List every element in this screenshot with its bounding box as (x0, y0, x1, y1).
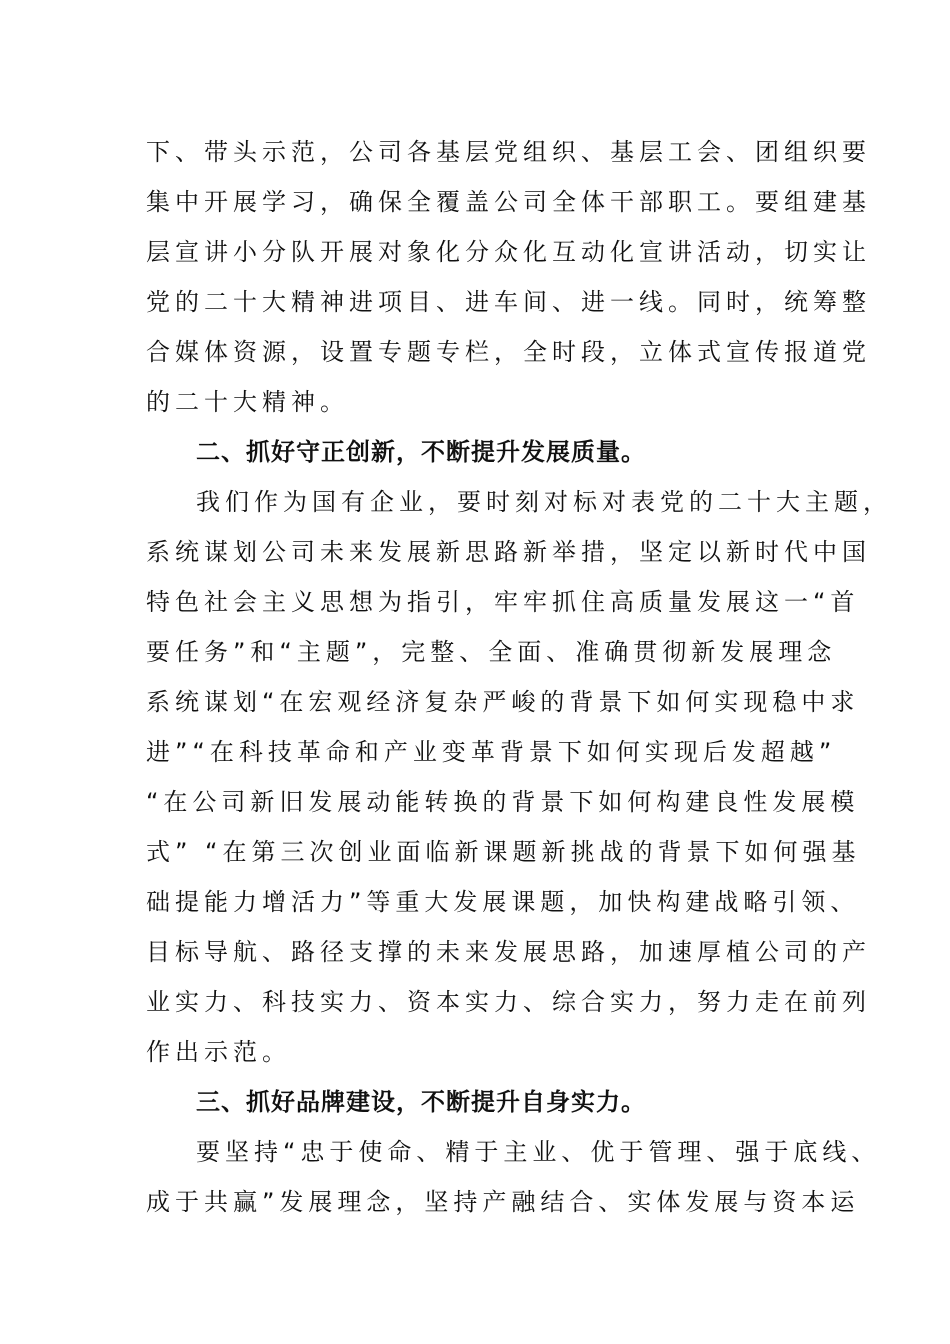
body-text-line: 础提能力增活力”等重大发展课题，加快构建战略引领、 (146, 888, 860, 916)
body-text-line: 目标导航、路径支撑的未来发展思路，加速厚植公司的产 (146, 938, 871, 966)
body-text-line: 党的二十大精神进项目、进车间、进一线。同时，统筹整 (146, 288, 871, 316)
body-text-line: 式” “在第三次创业面临新课题新挑战的背景下如何强基 (146, 838, 861, 866)
body-text-line: 层宣讲小分队开展对象化分众化互动化宣讲活动，切实让 (146, 238, 871, 266)
body-text-line: 的二十大精神。 (146, 388, 349, 416)
body-text-line: 系统谋划公司未来发展新思路新举措，坚定以新时代中国 (146, 538, 871, 566)
body-text-line: 下、带头示范，公司各基层党组织、基层工会、团组织要 (146, 138, 871, 166)
body-text-line: 作出示范。 (146, 1038, 291, 1066)
body-text-line: 进”“在科技革命和产业变革背景下如何实现后发超越” (146, 738, 837, 766)
body-text-line: 成于共赢”发展理念，坚持产融结合、实体发展与资本运 (146, 1188, 860, 1216)
body-text-line: 特色社会主义思想为指引，牢牢抓住高质量发展这一“首 (146, 588, 860, 616)
body-text-line: 我们作为国有企业，要时刻对标对表党的二十大主题， (196, 488, 892, 516)
body-text-line: 集中开展学习，确保全覆盖公司全体干部职工。要组建基 (146, 188, 871, 216)
body-text-line: “在公司新旧发展动能转换的背景下如何构建良性发展模 (146, 788, 860, 816)
body-text-line: 要任务”和“主题”，完整、全面、准确贯彻新发展理念 (146, 638, 837, 666)
body-text-line: 系统谋划“在宏观经济复杂严峻的背景下如何实现稳中求 (146, 688, 860, 716)
section-heading: 三、抓好品牌建设，不断提升自身实力。 (196, 1088, 646, 1116)
body-text-line: 要坚持“忠于使命、精于主业、优于管理、强于底线、 (196, 1138, 881, 1166)
section-heading: 二、抓好守正创新，不断提升发展质量。 (196, 438, 646, 466)
body-text-line: 业实力、科技实力、资本实力、综合实力，努力走在前列 (146, 988, 871, 1016)
body-text-line: 合媒体资源，设置专题专栏，全时段，立体式宣传报道党 (146, 338, 871, 366)
